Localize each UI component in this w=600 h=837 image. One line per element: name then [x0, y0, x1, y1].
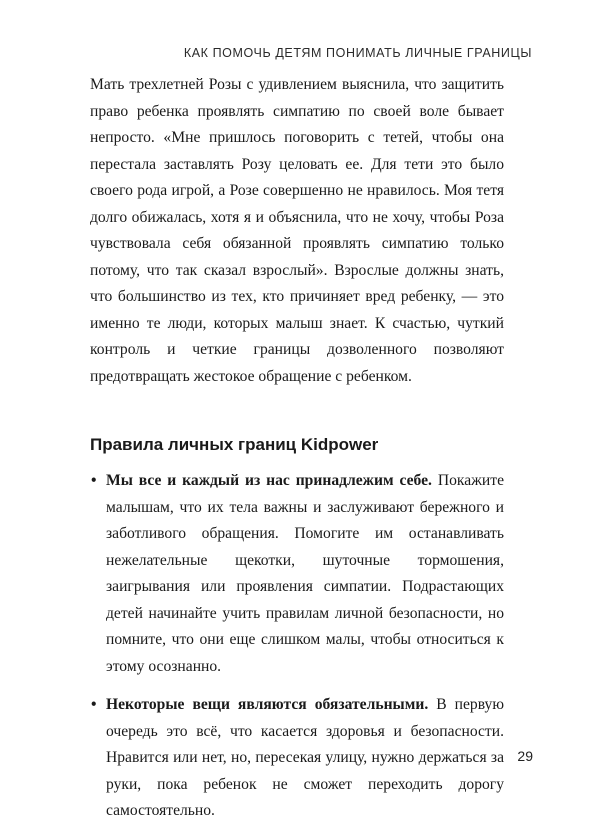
running-header: КАК ПОМОЧЬ ДЕТЯМ ПОНИМАТЬ ЛИЧНЫЕ ГРАНИЦЫ	[183, 46, 532, 60]
rule-lead: Мы все и каждый из нас принадлежим себе.	[106, 472, 432, 489]
intro-paragraph: Мать трехлетней Розы с удивлением выяснила, что защитить право ребенка проявлять симпатию по своей воле бывает непросто. «Мне пришлось поговорить с тетей, чтобы она перестала заставлять Розу целовать ее. Для тети это было своего рода игрой, а Розе совершенно не нравилось. Моя тетя долго обижалась, хотя я и объяснила, что не хочу, чтобы Роза чувствовала себя обязанной проявлять симпатию только потому, что так сказал взрослый». Взрослые должны знать, что большинство из тех, кто причиняет вред ребенку, — это именно те люди, которых малыш знает. К счастью, чуткий контроль и четкие границы дозволенного позволяют предотвращать жестокое обращение с ребенком.	[90, 76, 504, 385]
page-body	[90, 72, 504, 837]
rule-text: Покажите малышам, что их тела важны и заслуживают бережного и заботливого обращения. Помогите им останавливать нежелательные щекотки, шуточные тормошения, заигрывания или проявления симпатии. Подрастающих детей начинайте учить правилам личной безопасности, но помните, что они еще слишком малы, чтобы относиться к этому осознанно.	[106, 472, 504, 675]
rules-list	[90, 468, 504, 825]
bullet-icon: •	[91, 696, 97, 713]
rule-text: В первую очередь это всё, что касается здоровья и безопасности. Нравится или нет, но, пересекая улицу, нужно держаться за руки, пока ребенок не сможет переходить дорогу самостоятельно.	[106, 696, 504, 819]
rule-lead: Некоторые вещи являются обязательными.	[106, 696, 429, 713]
rule-item	[90, 468, 504, 680]
bullet-icon: •	[91, 472, 97, 489]
section-heading: Правила личных границ Kidpower	[90, 435, 379, 454]
page-number: 29	[517, 748, 533, 764]
rule-item	[90, 692, 504, 825]
